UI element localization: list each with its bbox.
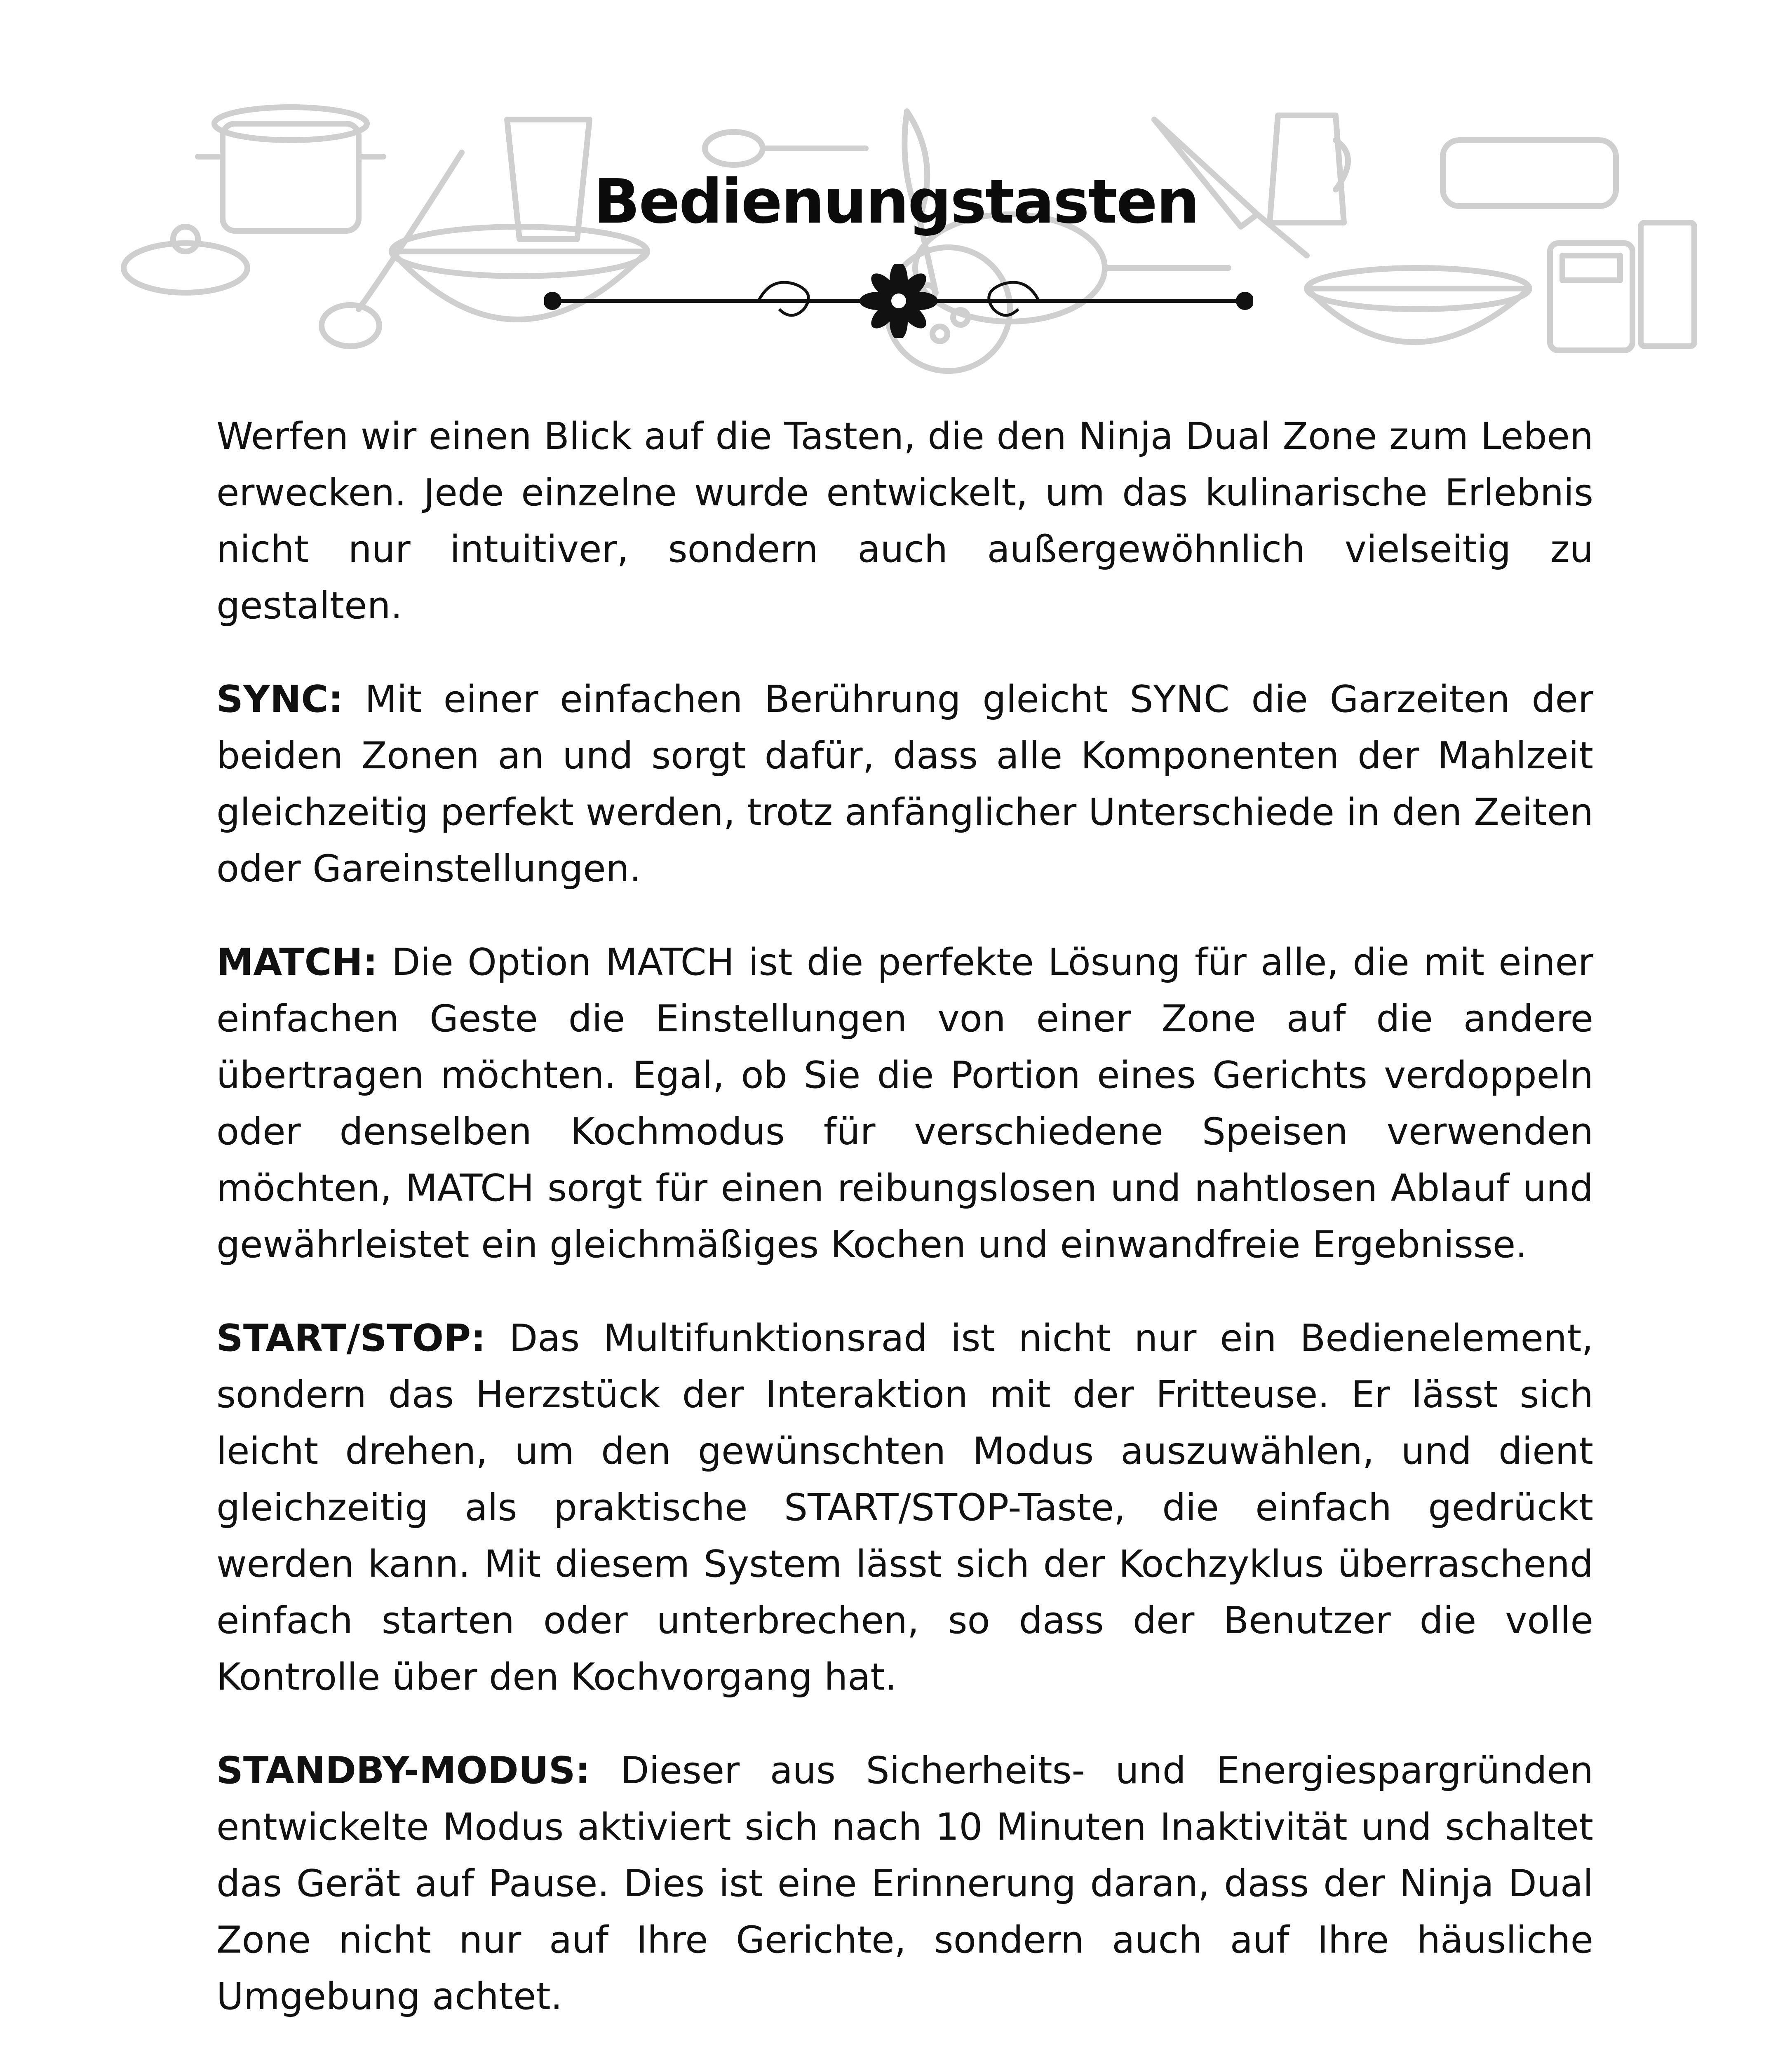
- grater-icon: [1641, 223, 1694, 346]
- section-text: Das Multifunktionsrad ist nicht nur ein Bedienelement, sondern das Herzstück der Interaktion mit der Fritteuse. Er lässt sich leicht drehen, um den gewünschten Modus auszuwählen, und dient gleichzeitig als praktische START/STOP-Taste, die einfach gedrückt werden kann. Mit diesem System lässt sich der Kochzyklus überraschend einfach starten oder unterbrechen, so dass der Benutzer die volle Kontrolle über den Kochvorgang hat.: [216, 1317, 1593, 1699]
- section-label: SYNC:: [216, 678, 343, 721]
- page-title: Bedienungstasten: [593, 166, 1199, 237]
- section-label: START/STOP:: [216, 1317, 486, 1360]
- section-standby: [216, 1742, 1593, 2025]
- section-start-stop: [216, 1310, 1593, 1705]
- section-sync: [216, 671, 1593, 897]
- section-label: MATCH:: [216, 941, 378, 984]
- section-label: STANDBY-MODUS:: [216, 1749, 590, 1792]
- section-text: Die Option MATCH ist die perfekte Lösung für alle, die mit einer einfachen Geste die Einstellungen von einer Zone auf die andere übertragen möchten. Egal, ob Sie die Portion eines Gerichts verdoppeln oder denselben Kochmodus für verschiedene Speisen verwenden möchten, MATCH sorgt für einen reibungslosen und nahtlosen Ablauf und gewährleistet ein gleichmäßiges Kochen und einwandfreie Ergebnisse.: [216, 941, 1594, 1266]
- intro-paragraph: Werfen wir einen Blick auf die Tasten, die den Ninja Dual Zone zum Leben erwecken. Jede einzelne wurde entwickelt, um das kulinarische Erlebnis nicht nur intuitiver, sondern auch außergewöhnlich vielseitig zu gestalten.: [216, 415, 1593, 627]
- spoon-icon: [705, 132, 866, 165]
- flower-icon: [860, 264, 938, 338]
- section-text: Dieser aus Sicherheits- und Energiespargründen entwickelte Modus aktiviert sich nach 10 Minuten Inaktivität und schaltet das Gerät auf Pause. Dies ist eine Erinnerung daran, dass der Ninja Dual Zone nicht nur auf Ihre Gerichte, sondern auch auf Ihre häusliche Umgebung achtet.: [216, 1749, 1594, 2018]
- kitchen-utensils-decoration-top: [0, 95, 1792, 383]
- body-text: [216, 408, 1593, 2061]
- mixing-bowl-icon: [1307, 268, 1529, 342]
- section-text: Mit einer einfachen Berührung gleicht SYNC die Garzeiten der beiden Zonen an und sorgt dafür, dass alle Komponenten der Mahlzeit gleichzeitig perfekt werden, trotz anfänglicher Unterschiede in den Zeiten oder Gareinstellungen.: [216, 678, 1594, 890]
- section-match: [216, 934, 1593, 1273]
- lid-icon: [124, 227, 247, 293]
- ornamental-divider: [544, 264, 1253, 338]
- scale-icon: [1550, 243, 1632, 350]
